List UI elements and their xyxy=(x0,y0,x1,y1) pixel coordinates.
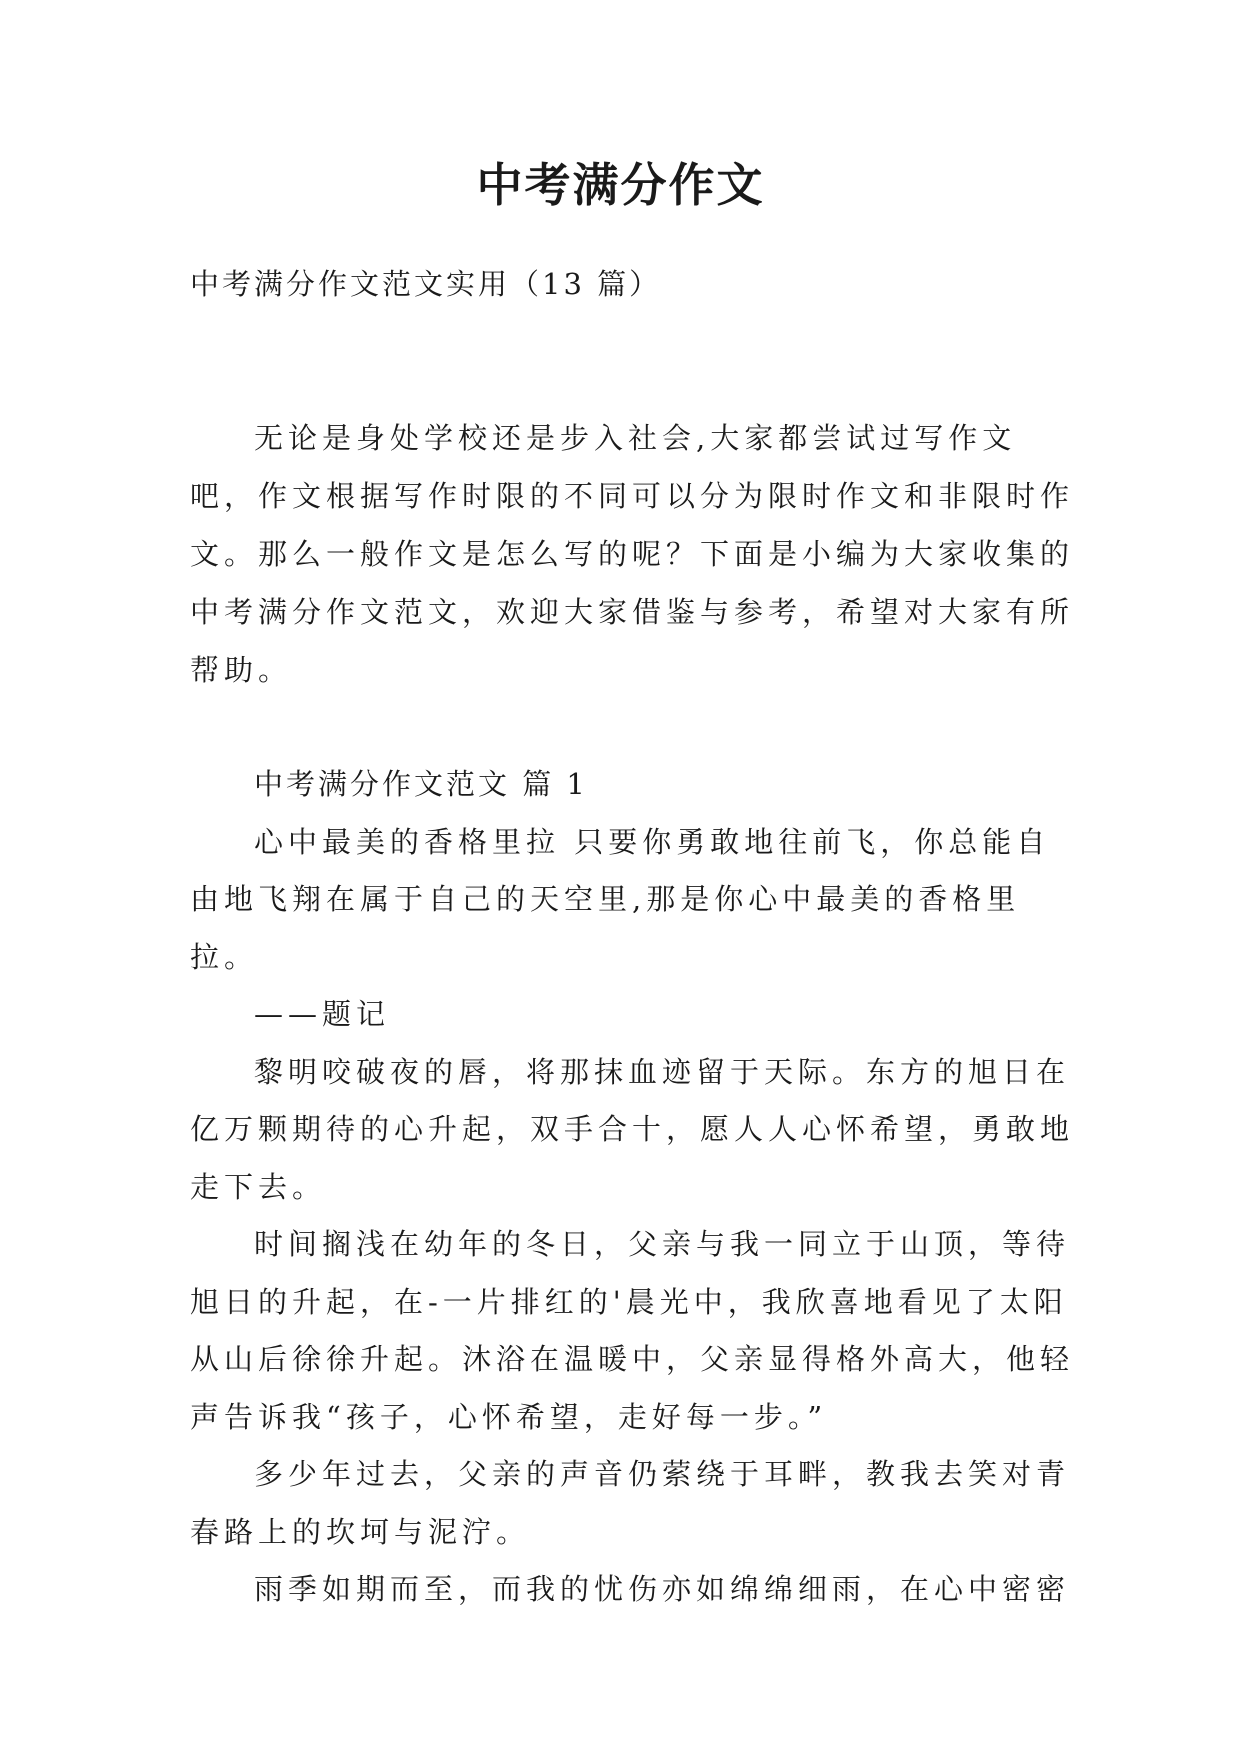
intro-paragraph: 无论是身处学校还是步入社会,大家都尝试过写作文吧，作文根据写作时限的不同可以分为限时作文和非限时作文。那么一般作文是怎么写的呢？下面是小编为大家收集的中考满分作文范文，欢迎大家借鉴与参考，希望对大家有所帮助。 xyxy=(190,421,1075,687)
essay-paragraph: 雨季如期而至，而我的忧伤亦如绵绵细雨，在心中密密 xyxy=(254,1572,1071,1606)
section-heading: 中考满分作文范文 篇 1 xyxy=(254,767,588,801)
essay-paragraph: 时间搁浅在幼年的冬日，父亲与我一同立于山顶，等待旭日的升起，在-一片排红的'晨光中，我欣喜地看见了太阳从山后徐徐升起。沐浴在温暖中，父亲显得格外高大，他轻声告诉我“孩子，心怀希望，走好每一步。” xyxy=(190,1227,1075,1434)
essay-paragraph: 多少年过去，父亲的声音仍萦绕于耳畔，教我去笑对青春路上的坎坷与泥泞。 xyxy=(190,1457,1071,1549)
essay-body xyxy=(190,756,1080,1619)
essay-paragraph: 黎明咬破夜的唇，将那抹血迹留于天际。东方的旭日在亿万颗期待的心升起，双手合十，愿人人心怀希望，勇敢地走下去。 xyxy=(190,1054,1075,1204)
essay-paragraph: 心中最美的香格里拉 只要你勇敢地往前飞，你总能自由地飞翔在属于自己的天空里,那是你心中最美的香格里拉。 xyxy=(190,824,1051,974)
epigraph-attribution: ——题记 xyxy=(254,997,391,1031)
document-subtitle: 中考满分作文范文实用（13 篇） xyxy=(190,267,662,301)
document-title: 中考满分作文 xyxy=(476,158,765,212)
